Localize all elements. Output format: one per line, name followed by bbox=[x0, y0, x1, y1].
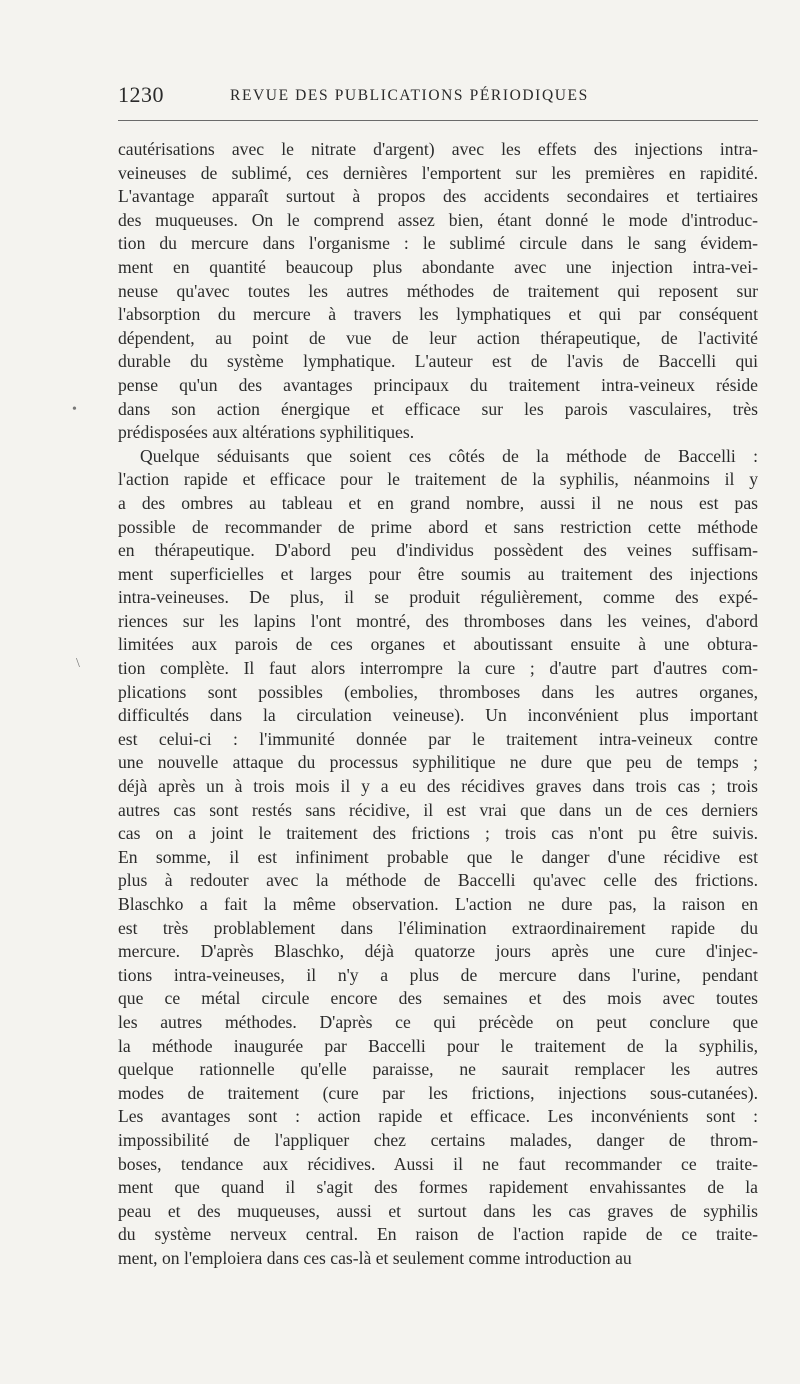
text-line: l'action rapide et efficace pour le traitement de la syphilis, néanmoins il y bbox=[118, 469, 758, 490]
text-line: en thérapeutique. D'abord peu d'individus possèdent des veines suffisam- bbox=[118, 540, 758, 561]
margin-mark-stroke: \ bbox=[76, 656, 80, 671]
text-line: tion complète. Il faut alors interrompre la cure ; d'autre part d'autres com- bbox=[118, 658, 758, 679]
text-line: l'absorption du mercure à travers les lymphatiques et qui par conséquent bbox=[118, 304, 758, 325]
text-line: autres cas sont restés sans récidive, il est vrai que dans un de ces derniers bbox=[118, 799, 758, 820]
text-line: les autres méthodes. D'après ce qui précède on peut conclure que bbox=[118, 1011, 758, 1032]
paragraph bbox=[118, 445, 758, 1271]
running-title: REVUE DES PUBLICATIONS PÉRIODIQUES bbox=[230, 87, 589, 104]
text-line: des muqueuses. On le comprend assez bien, étant donné le mode d'introduc- bbox=[118, 209, 758, 230]
text-line: ment, on l'emploiera dans ces cas-là et seulement comme introduction au bbox=[118, 1247, 632, 1268]
text-line: plications sont possibles (embolies, thromboses dans les autres organes, bbox=[118, 681, 758, 702]
text-line: a des ombres au tableau et en grand nombre, aussi il ne nous est pas bbox=[118, 492, 758, 513]
text-line: Blaschko a fait la même observation. L'action ne dure pas, la raison en bbox=[118, 894, 758, 914]
text-line: la méthode inaugurée par Baccelli pour le traitement de la syphilis, bbox=[118, 1035, 758, 1056]
article-body bbox=[118, 138, 758, 1271]
text-line: boses, tendance aux récidives. Aussi il ne faut recommander ce traite- bbox=[118, 1153, 758, 1174]
text-line: difficultés dans la circulation veineuse). Un inconvénient plus important bbox=[118, 705, 758, 726]
text-line: veineuses de sublimé, ces dernières l'emportent sur les premières en rapidité. bbox=[118, 162, 758, 183]
text-line: cas on a joint le traitement des frictions ; trois cas n'ont pu être suivis. bbox=[118, 823, 758, 844]
text-line: pense qu'un des avantages principaux du traitement intra-veineux réside bbox=[118, 374, 758, 395]
text-line: impossibilité de l'appliquer chez certains malades, danger de throm- bbox=[118, 1129, 758, 1150]
text-line: quelque rationnelle qu'elle paraisse, ne saurait remplacer les autres bbox=[118, 1059, 758, 1080]
page-number: 1230 bbox=[118, 82, 164, 107]
text-line: que ce métal circule encore des semaines et des mois avec toutes bbox=[118, 988, 758, 1009]
text-line: Les avantages sont : action rapide et efficace. Les inconvénients sont : bbox=[118, 1106, 758, 1127]
paragraph bbox=[118, 138, 758, 445]
text-line: En somme, il est infiniment probable que le danger d'une récidive est bbox=[118, 846, 758, 867]
text-line: mercure. D'après Blaschko, déjà quatorze jours après une cure d'injec- bbox=[118, 941, 758, 962]
text-line: modes de traitement (cure par les frictions, injections sous-cutanées). bbox=[118, 1082, 758, 1103]
text-line: prédisposées aux altérations syphilitiques. bbox=[118, 422, 415, 443]
text-line: Quelque séduisants que soient ces côtés de la méthode de Baccelli : bbox=[140, 445, 758, 466]
text-line: limitées aux parois de ces organes et aboutissant ensuite à une obtura- bbox=[118, 634, 758, 655]
text-line: riences sur les lapins l'ont montré, des thromboses dans les veines, d'abord bbox=[118, 610, 758, 631]
text-line: intra-veineuses. De plus, il se produit régulièrement, comme des expé- bbox=[118, 587, 758, 608]
running-header bbox=[118, 82, 758, 112]
text-line: ment en quantité beaucoup plus abondante avec une injection intra-vei- bbox=[118, 256, 758, 277]
text-line: dans son action énergique et efficace sur les parois vasculaires, très bbox=[118, 398, 758, 419]
text-line: L'avantage apparaît surtout à propos des accidents secondaires et tertiaires bbox=[118, 186, 758, 207]
text-line: est très problablement dans l'élimination extraordinairement rapide du bbox=[118, 917, 758, 938]
text-line: une nouvelle attaque du processus syphilitique ne dure que peu de temps ; bbox=[118, 752, 758, 773]
text-line: tion du mercure dans l'organisme : le sublimé circule dans le sang évidem- bbox=[118, 233, 758, 254]
text-line: tions intra-veineuses, il n'y a plus de mercure dans l'urine, pendant bbox=[118, 964, 758, 985]
text-line: peau et des muqueuses, aussi et surtout dans les cas graves de syphilis bbox=[118, 1200, 758, 1221]
header-rule bbox=[118, 120, 758, 121]
text-line: cautérisations avec le nitrate d'argent) avec les effets des injections intra- bbox=[118, 139, 758, 159]
text-line: dépendent, au point de vue de leur action thérapeutique, de l'activité bbox=[118, 327, 758, 348]
text-line: ment que quand il s'agit des formes rapidement envahissantes de la bbox=[118, 1177, 758, 1198]
text-line: du système nerveux central. En raison de l'action rapide de ce traite- bbox=[118, 1224, 758, 1245]
text-line: déjà après un à trois mois il y a eu des récidives graves dans trois cas ; trois bbox=[118, 776, 758, 797]
text-line: ment superficielles et larges pour être soumis au traitement des injections bbox=[118, 563, 758, 584]
text-line: est celui-ci : l'immunité donnée par le traitement intra-veineux contre bbox=[118, 728, 758, 749]
text-line: neuse qu'avec toutes les autres méthodes de traitement qui reposent sur bbox=[118, 280, 758, 301]
text-line: durable du système lymphatique. L'auteur est de l'avis de Baccelli qui bbox=[118, 351, 758, 372]
margin-mark-dot: • bbox=[72, 402, 77, 417]
text-line: possible de recommander de prime abord et sans restriction cette méthode bbox=[118, 516, 758, 537]
text-line: plus à redouter avec la méthode de Baccelli qu'avec celle des frictions. bbox=[118, 870, 758, 891]
